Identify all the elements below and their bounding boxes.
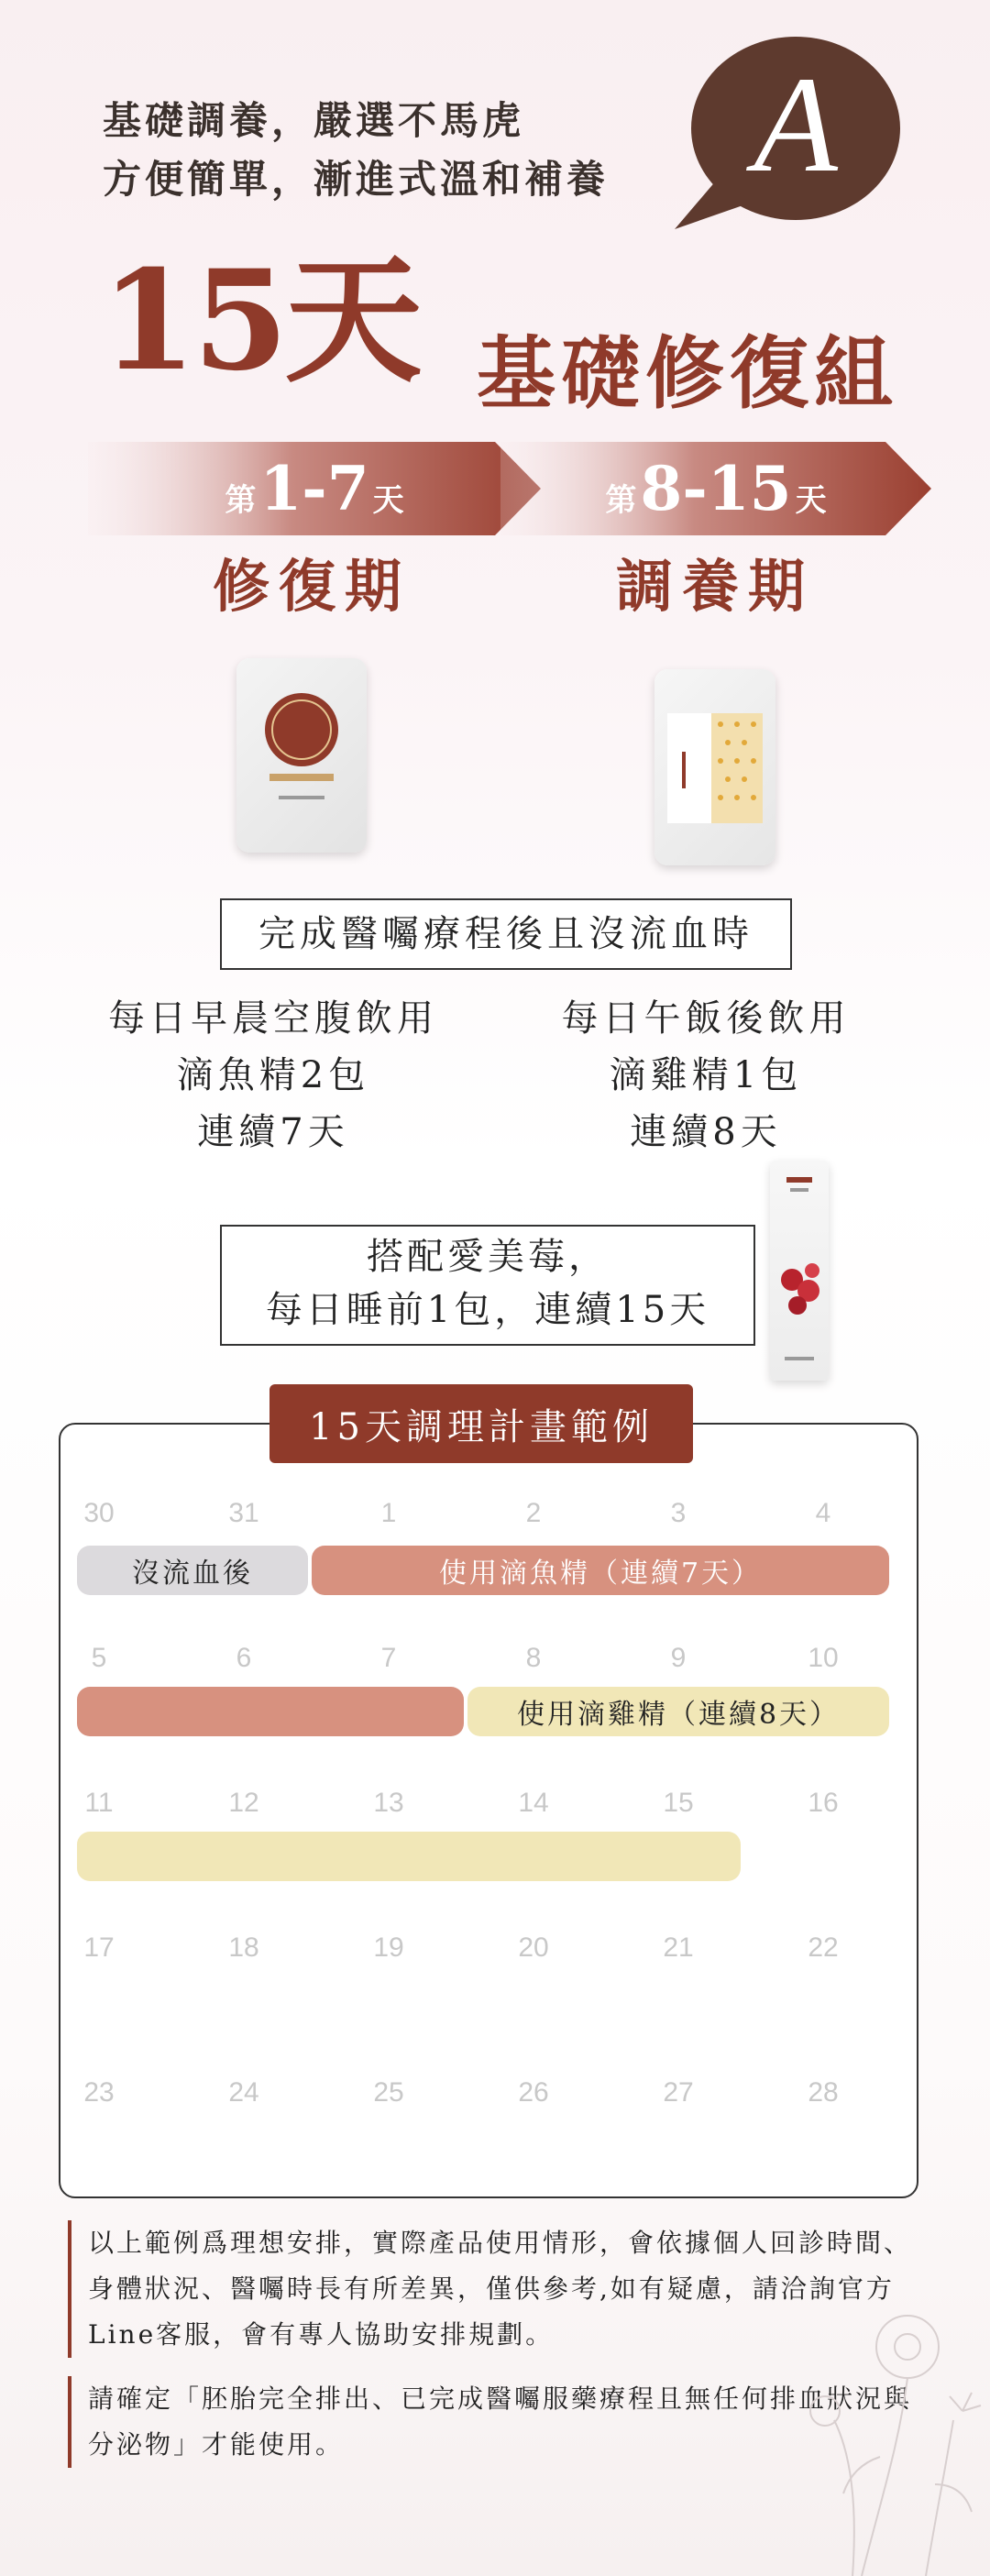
chicken-essence-pack-image <box>654 669 776 865</box>
phase-2-arrow <box>500 442 931 535</box>
usage-condition-note: 請確定「胚胎完全排出、已完成醫囑服藥療程且無任何排血狀況與分泌物」才能使用。 <box>68 2376 931 2468</box>
berry-stick-pack-image <box>770 1161 829 1381</box>
phase-1-arrow <box>88 442 541 535</box>
calendar-day: 23 <box>83 2077 115 2108</box>
calendar-day: 8 <box>525 1643 542 1673</box>
duration-heading: 15天 <box>101 240 419 402</box>
pairing-label <box>220 1225 755 1346</box>
intro-line-1: 基礎調養，嚴選不馬虎 <box>103 98 525 143</box>
calendar-day: 15 <box>663 1788 694 1818</box>
fish-usage <box>53 990 493 1161</box>
phase-1-suffix: 天 <box>372 481 404 519</box>
chicken-usage-line-1: 每日午飯後飲用 <box>561 997 851 1040</box>
chicken-essence-bar: 使用滴雞精（連續8天） <box>468 1687 889 1736</box>
pairing-line-1: 搭配愛美莓， <box>367 1236 609 1278</box>
calendar-day: 12 <box>228 1788 259 1818</box>
phase-2-suffix: 天 <box>795 481 827 519</box>
calendar-day: 6 <box>236 1643 252 1673</box>
calendar-day: 21 <box>663 1932 694 1963</box>
fish-usage-line-2: 滴魚精2包 <box>176 1054 370 1096</box>
chicken-usage <box>486 990 926 1161</box>
chicken-usage-line-3: 連續8天 <box>630 1111 782 1153</box>
calendar-day: 20 <box>518 1932 549 1963</box>
chicken-usage-line-2: 滴雞精1包 <box>609 1054 803 1096</box>
condition-label: 完成醫囑療程後且沒流血時 <box>220 898 792 970</box>
phase-2-prefix: 第 <box>605 481 637 519</box>
calendar-day: 13 <box>373 1788 404 1818</box>
calendar-day: 4 <box>815 1498 831 1528</box>
calendar-day: 22 <box>808 1932 839 1963</box>
chicken-essence-bar-continued <box>77 1832 741 1881</box>
calendar-day: 17 <box>83 1932 115 1963</box>
calendar-grid <box>60 1425 913 2193</box>
fish-essence-pack-image <box>236 658 367 853</box>
pairing-line-2: 每日睡前1包，連續15天 <box>265 1289 710 1331</box>
calendar-day: 30 <box>83 1498 115 1528</box>
calendar-title: 15天調理計畫範例 <box>270 1384 693 1463</box>
plan-a-badge <box>662 33 904 235</box>
phase-1-name: 修復期 <box>212 553 411 620</box>
calendar-day: 31 <box>228 1498 259 1528</box>
fish-usage-line-1: 每日早晨空腹飲用 <box>108 997 438 1040</box>
floral-decoration <box>697 2273 990 2576</box>
intro-line-2: 方便簡單，漸進式溫和補養 <box>103 157 610 202</box>
calendar-day: 25 <box>373 2077 404 2108</box>
disclaimer-note: 以上範例爲理想安排，實際產品使用情形，會依據個人回診時間、身體狀況、醫囑時長有所差異，僅供參考,如有疑慮，請洽詢官方Line客服，會有專人協助安排規劃。 <box>68 2220 931 2358</box>
phase-2-name: 調養期 <box>615 553 814 620</box>
calendar-day: 28 <box>808 2077 839 2108</box>
phase-1-range: 1-7 <box>259 453 369 524</box>
fish-usage-line-3: 連續7天 <box>197 1111 349 1153</box>
phase-1-prefix: 第 <box>225 481 257 519</box>
fish-essence-bar: 使用滴魚精（連續7天） <box>312 1546 889 1595</box>
badge-letter: A <box>754 49 838 201</box>
calendar-day: 2 <box>525 1498 542 1528</box>
calendar-day: 5 <box>91 1643 107 1673</box>
calendar-day: 27 <box>663 2077 694 2108</box>
calendar-day: 24 <box>228 2077 259 2108</box>
calendar-day: 26 <box>518 2077 549 2108</box>
calendar-day: 18 <box>228 1932 259 1963</box>
calendar-day: 14 <box>518 1788 549 1818</box>
fish-essence-bar-continued <box>77 1687 464 1736</box>
calendar-day: 10 <box>808 1643 839 1673</box>
calendar-day: 16 <box>808 1788 839 1818</box>
no-bleeding-bar: 沒流血後 <box>77 1546 308 1595</box>
intro-text <box>103 92 609 209</box>
calendar-day: 9 <box>670 1643 687 1673</box>
calendar-day: 19 <box>373 1932 404 1963</box>
set-title: 基礎修復組 <box>477 327 898 420</box>
calendar-day: 3 <box>670 1498 687 1528</box>
calendar-day: 1 <box>380 1498 397 1528</box>
calendar-day: 7 <box>380 1643 397 1673</box>
phase-2-range: 8-15 <box>640 453 792 524</box>
calendar-day: 11 <box>84 1788 114 1818</box>
